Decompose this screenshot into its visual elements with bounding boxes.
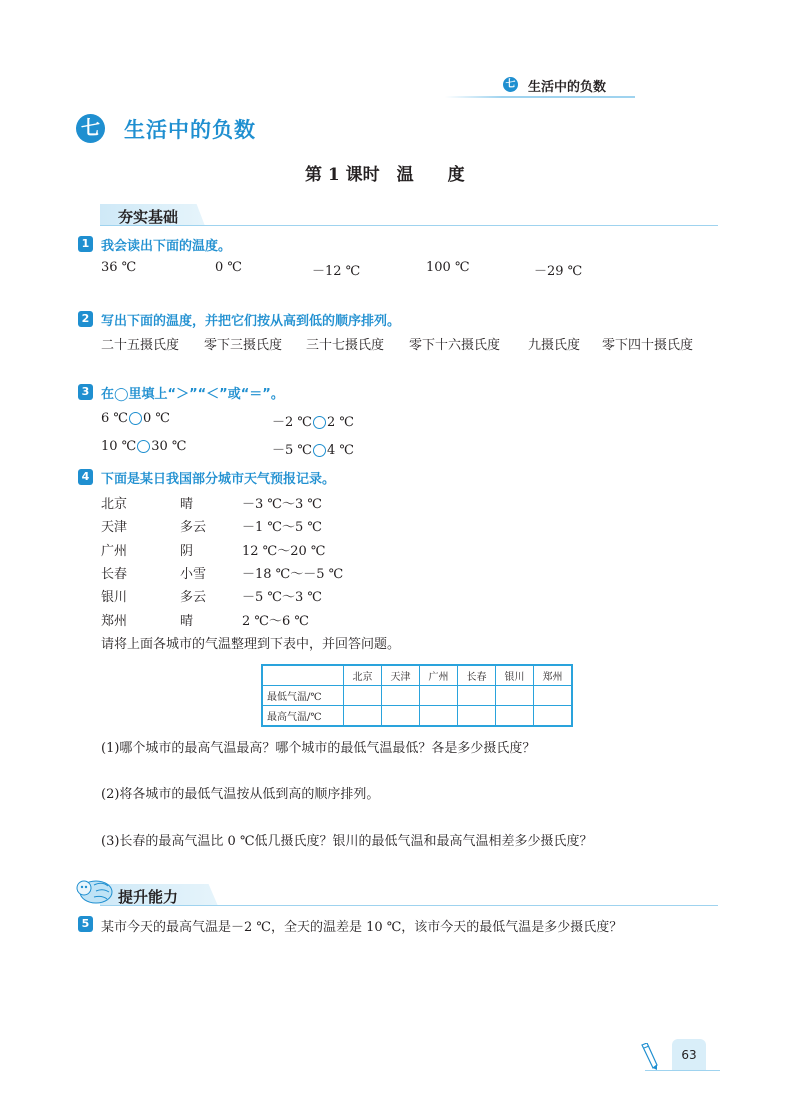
- table-cell-blank[interactable]: [382, 706, 420, 727]
- compare-right: 0 ℃: [142, 411, 170, 426]
- question-title-3: 在◯里填上“＞”“＜”或“＝”。: [101, 387, 284, 402]
- city-weather: 晴: [180, 497, 194, 512]
- table-row: [262, 706, 572, 727]
- section-bar-advanced: [100, 884, 718, 906]
- compare-right: 4 ℃: [326, 443, 354, 458]
- compare-left: －2 ℃: [272, 415, 312, 430]
- temp-word-item: 零下四十摄氏度: [602, 338, 694, 353]
- table-row: [262, 686, 572, 706]
- table-cell-blank[interactable]: [382, 686, 420, 706]
- temp-item: －12 ℃: [312, 264, 361, 279]
- city-temp-range: －18 ℃～－5 ℃: [242, 567, 344, 582]
- question-number-3: 3: [78, 384, 93, 400]
- city-temp-range: －1 ℃～5 ℃: [242, 520, 322, 535]
- sub-question-3: (3)长春的最高气温比 0 ℃低几摄氏度？银川的最低气温和最高气温相差多少摄氏度？: [101, 834, 593, 849]
- temperature-table: [261, 664, 573, 727]
- table-cell-blank[interactable]: [496, 706, 534, 727]
- answer-circle[interactable]: [137, 440, 150, 453]
- table-instruction: 请将上面各城市的气温整理到下表中，并回答问题。: [101, 637, 401, 652]
- compare-left: 6 ℃: [101, 411, 128, 426]
- temp-item: 100 ℃: [426, 260, 470, 275]
- chapter-badge: 七: [76, 114, 105, 143]
- city-temp-range: 2 ℃～6 ℃: [242, 614, 309, 629]
- table-cell-blank[interactable]: [344, 706, 382, 727]
- city-name: 郑州: [101, 614, 128, 629]
- city-weather: 小雪: [180, 567, 207, 582]
- temp-word-item: 九摄氏度: [528, 338, 581, 353]
- table-column-header: 广州: [420, 665, 458, 686]
- compare-pair: [101, 411, 170, 426]
- pencil-icon: [638, 1043, 660, 1071]
- city-temp-range: －5 ℃～3 ℃: [242, 590, 322, 605]
- question-number-4: 4: [78, 469, 93, 485]
- question-number-1: 1: [78, 236, 93, 252]
- table-cell-blank[interactable]: [534, 706, 573, 727]
- temp-item: －29 ℃: [534, 264, 583, 279]
- question-number-5: 5: [78, 916, 93, 932]
- table-column-header: 郑州: [534, 665, 573, 686]
- table-cell-blank[interactable]: [458, 686, 496, 706]
- compare-pair: [101, 439, 186, 454]
- question-title-2: 写出下面的温度，并把它们按从高到低的顺序排列。: [101, 314, 401, 329]
- temp-word-item: 零下十六摄氏度: [409, 338, 501, 353]
- city-name: 长春: [101, 567, 128, 582]
- table-cell-blank[interactable]: [420, 686, 458, 706]
- compare-left: 10 ℃: [101, 439, 137, 454]
- city-name: 银川: [101, 590, 128, 605]
- table-row-label: 最低气温/℃: [262, 686, 344, 706]
- table-corner: [262, 665, 344, 686]
- page-number: 63: [672, 1039, 706, 1071]
- compare-right: 2 ℃: [326, 415, 354, 430]
- header-rule: [445, 96, 635, 98]
- answer-circle[interactable]: [129, 412, 142, 425]
- header-title: 生活中的负数: [528, 80, 607, 95]
- city-temp-range: －3 ℃～3 ℃: [242, 497, 322, 512]
- chapter-title: 生活中的负数: [124, 118, 256, 142]
- city-weather: 阴: [180, 544, 194, 559]
- answer-circle[interactable]: [313, 444, 326, 457]
- compare-right: 30 ℃: [151, 439, 187, 454]
- table-column-header: 天津: [382, 665, 420, 686]
- question-title-4: 下面是某日我国部分城市天气预报记录。: [101, 472, 336, 487]
- compare-left: －5 ℃: [272, 443, 312, 458]
- header-chapter-badge: 七: [503, 77, 518, 92]
- sub-question-1: (1)哪个城市的最高气温最高？哪个城市的最低气温最低？各是多少摄氏度？: [101, 741, 536, 756]
- table-cell-blank[interactable]: [458, 706, 496, 727]
- lesson-title: 第 1 课时 温 度: [305, 165, 465, 185]
- answer-circle[interactable]: [313, 416, 326, 429]
- city-temp-range: 12 ℃～20 ℃: [242, 544, 326, 559]
- table-column-header: 北京: [344, 665, 382, 686]
- city-name: 广州: [101, 544, 128, 559]
- table-column-header: 长春: [458, 665, 496, 686]
- tiger-mascot-icon: [72, 877, 114, 905]
- temp-item: 0 ℃: [215, 260, 242, 275]
- table-cell-blank[interactable]: [344, 686, 382, 706]
- table-cell-blank[interactable]: [534, 686, 573, 706]
- sub-question-2: (2)将各城市的最低气温按从低到高的顺序排列。: [101, 787, 380, 802]
- city-name: 北京: [101, 497, 128, 512]
- page-footer-rule: [645, 1070, 720, 1071]
- question-title-1: 我会读出下面的温度。: [101, 239, 232, 254]
- table-row-label: 最高气温/℃: [262, 706, 344, 727]
- city-weather: 晴: [180, 614, 194, 629]
- table-column-header: 银川: [496, 665, 534, 686]
- city-weather: 多云: [180, 520, 207, 535]
- question-text-5: 某市今天的最高气温是－2 ℃，全天的温差是 10 ℃，该市今天的最低气温是多少摄氏度？: [101, 920, 623, 935]
- temp-word-item: 二十五摄氏度: [101, 338, 180, 353]
- temp-word-item: 三十七摄氏度: [306, 338, 385, 353]
- city-name: 天津: [101, 520, 128, 535]
- section-bar-basics: [100, 204, 718, 226]
- section-label-basics: 夯实基础: [118, 208, 179, 226]
- city-weather: 多云: [180, 590, 207, 605]
- section-label-advanced: 提升能力: [118, 888, 179, 906]
- compare-pair: [272, 439, 354, 458]
- table-cell-blank[interactable]: [496, 686, 534, 706]
- temp-item: 36 ℃: [101, 260, 137, 275]
- question-number-2: 2: [78, 311, 93, 327]
- compare-pair: [272, 411, 354, 430]
- temp-word-item: 零下三摄氏度: [204, 338, 283, 353]
- table-cell-blank[interactable]: [420, 706, 458, 727]
